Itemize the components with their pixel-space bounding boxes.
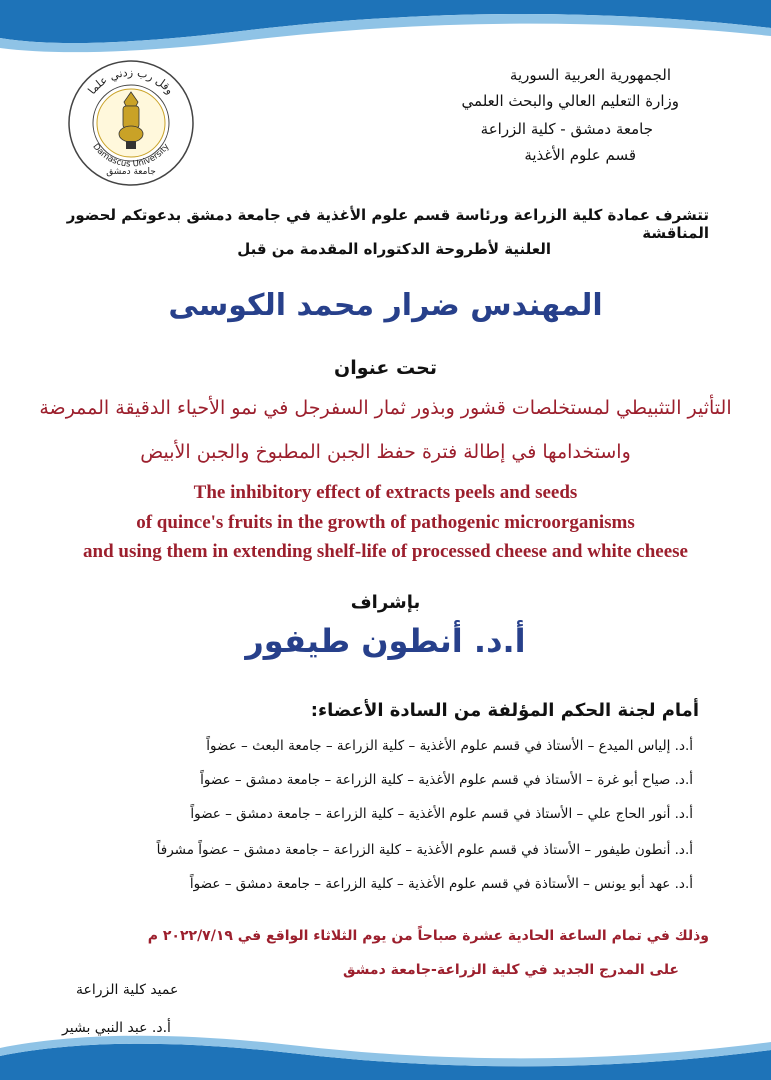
- supervision-label: بإشراف: [350, 592, 421, 613]
- defense-date-time: وذلك في تمام الساعة الحادية عشرة صباحاً من يوم الثلاثاء الواقع في ٢٠٢٢/٧/١٩ م: [147, 928, 709, 944]
- svg-text:جامعة دمشق: جامعة دمشق: [106, 167, 156, 177]
- candidate-name: المهندس ضرار محمد الكوسى: [168, 288, 603, 323]
- under-title-label: تحت عنوان: [334, 357, 437, 379]
- invitation-intro-line1: تتشرف عمادة كلية الزراعة ورئاسة قسم علوم الأغذية في جامعة دمشق بدعوتكم لحضور المناقشة: [66, 206, 709, 242]
- header-republic: الجمهورية العربية السورية: [509, 66, 671, 84]
- supervisor-name: أ.د. أنطون طيفور: [245, 622, 526, 660]
- damascus-university-seal-logo: [66, 58, 196, 188]
- english-thesis-title-line1: The inhibitory effect of extracts peels and seeds: [193, 482, 578, 503]
- dean-name: أ.د. عبد النبي بشير: [62, 1020, 171, 1036]
- svg-text:وقل رب زدني علما: وقل رب زدني علما: [85, 65, 177, 97]
- defense-location: على المدرج الجديد في كلية الزراعة-جامعة دمشق: [343, 962, 679, 978]
- arabic-thesis-title-line1: التأثير التثبيطي لمستخلصات قشور وبذور ثمار السفرجل في نمو الأحياء الدقيقة الممرضة: [39, 397, 732, 419]
- bottom-wave-decoration: [0, 1010, 771, 1080]
- committee-member: أ.د. أنطون طيفور – الأستاذ في قسم علوم الأغذية – كلية الزراعة – جامعة دمشق – عضواً مشرفاً: [156, 842, 693, 858]
- committee-heading: أمام لجنة الحكم المؤلفة من السادة الأعضاء:: [310, 700, 699, 721]
- arabic-thesis-title-line2: واستخدامها في إطالة فترة حفظ الجبن المطبوخ والجبن الأبيض: [140, 441, 631, 463]
- header-university-faculty: جامعة دمشق - كلية الزراعة: [480, 120, 653, 138]
- header-department: قسم علوم الأغذية: [524, 146, 636, 164]
- english-thesis-title-line3: and using them in extending shelf-life of processed cheese and white cheese: [83, 541, 688, 562]
- committee-member: أ.د. صياح أبو غرة – الأستاذ في قسم علوم الأغذية – كلية الزراعة – جامعة دمشق – عضواً: [200, 772, 693, 788]
- committee-member: أ.د. أنور الحاج علي – الأستاذ في قسم علوم الأغذية – كلية الزراعة – جامعة دمشق – عضواً: [190, 806, 693, 822]
- invitation-intro-line2: العلنية لأطروحة الدكتوراه المقدمة من قبل: [237, 240, 551, 258]
- committee-member: أ.د. إلياس الميدع – الأستاذ في قسم علوم الأغذية – كلية الزراعة – جامعة البعث – عضواً: [206, 738, 693, 754]
- dean-title: عميد كلية الزراعة: [76, 982, 179, 998]
- svg-text:Damascus University: Damascus University: [90, 141, 172, 170]
- english-thesis-title-line2: of quince's fruits in the growth of pathogenic microorganisms: [136, 512, 635, 533]
- header-ministry: وزارة التعليم العالي والبحث العلمي: [461, 92, 679, 110]
- committee-member: أ.د. عهد أبو يونس – الأستاذة في قسم علوم الأغذية – كلية الزراعة – جامعة دمشق – عضواً: [189, 876, 693, 892]
